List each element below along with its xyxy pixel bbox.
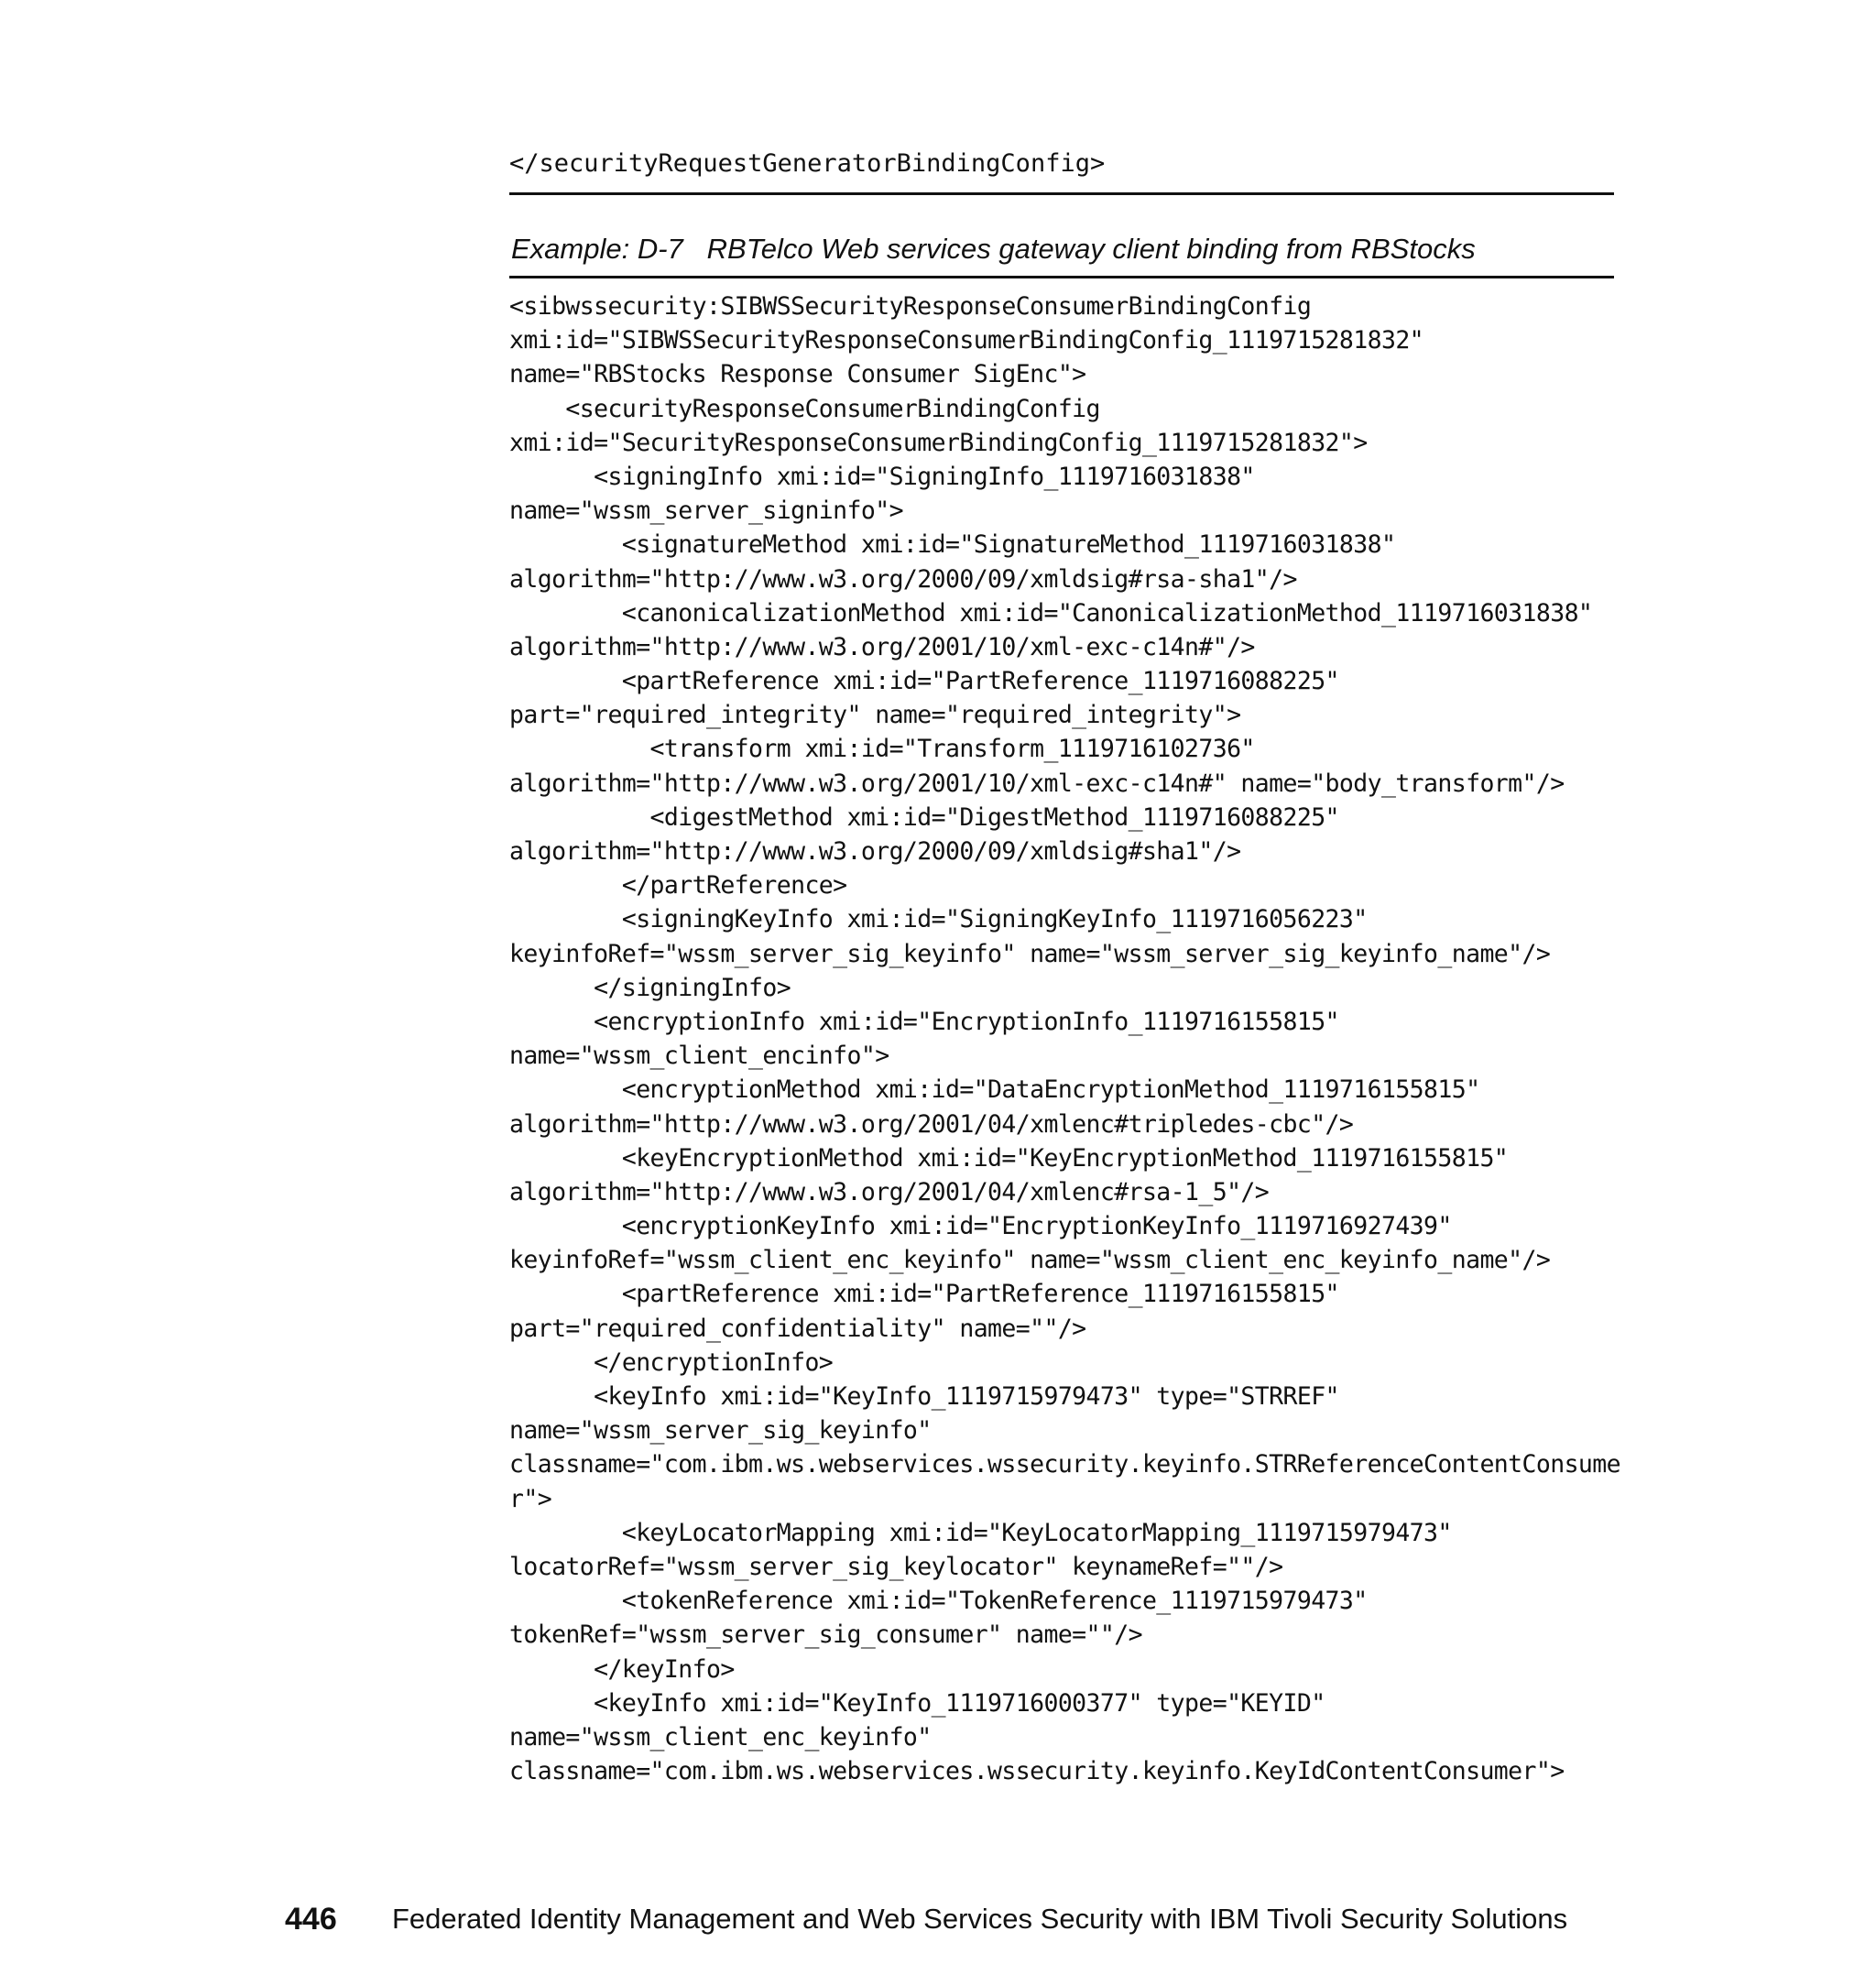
code-line: algorithm="http://www.w3.org/2001/10/xml-exc-c14n#"/> xyxy=(509,632,1255,661)
code-line: <encryptionKeyInfo xmi:id="EncryptionKeyInfo_1119716927439" xyxy=(509,1212,1452,1241)
code-line: <canonicalizationMethod xmi:id="CanonicalizationMethod_1119716031838" xyxy=(509,598,1593,627)
code-line: classname="com.ibm.ws.webservices.wssecurity.keyinfo.STRReferenceContentConsume xyxy=(509,1450,1620,1479)
code-line: keyinfoRef="wssm_client_enc_keyinfo" name="wssm_client_enc_keyinfo_name"/> xyxy=(509,1246,1551,1275)
code-line: part="required_confidentiality" name=""/> xyxy=(509,1314,1086,1343)
code-line: algorithm="http://www.w3.org/2001/04/xmlenc#tripledes-cbc"/> xyxy=(509,1109,1354,1139)
code-line: <signingInfo xmi:id="SigningInfo_1119716031838" xyxy=(509,462,1255,491)
code-line: <transform xmi:id="Transform_1119716102736" xyxy=(509,735,1255,764)
previous-example-closing-tag: </securityRequestGeneratorBindingConfig> xyxy=(509,149,1106,178)
code-line: algorithm="http://www.w3.org/2000/09/xmldsig#rsa-sha1"/> xyxy=(509,564,1297,594)
code-line: <digestMethod xmi:id="DigestMethod_1119716088225" xyxy=(509,802,1339,832)
code-line: name="wssm_server_signinfo"> xyxy=(509,496,903,526)
code-line: <encryptionInfo xmi:id="EncryptionInfo_1119716155815" xyxy=(509,1007,1339,1036)
code-line: algorithm="http://www.w3.org/2001/04/xmlenc#rsa-1_5"/> xyxy=(509,1177,1270,1206)
code-line: name="RBStocks Response Consumer SigEnc"> xyxy=(509,360,1086,389)
example-caption: Example: D-7 RBTelco Web services gateway client binding from RBStocks xyxy=(511,233,1476,265)
code-line: locatorRef="wssm_server_sig_keylocator" keynameRef=""/> xyxy=(509,1552,1283,1581)
code-line: <signingKeyInfo xmi:id="SigningKeyInfo_1119716056223" xyxy=(509,905,1368,934)
code-line: algorithm="http://www.w3.org/2000/09/xmldsig#sha1"/> xyxy=(509,837,1241,866)
code-line: part="required_integrity" name="required_integrity"> xyxy=(509,701,1241,730)
code-line: name="wssm_client_enc_keyinfo" xyxy=(509,1722,932,1751)
code-line: <keyEncryptionMethod xmi:id="KeyEncryptionMethod_1119716155815" xyxy=(509,1143,1509,1173)
code-line: tokenRef="wssm_server_sig_consumer" name=""/> xyxy=(509,1620,1142,1650)
code-line: <securityResponseConsumerBindingConfig xyxy=(509,394,1100,423)
code-line: xmi:id="SecurityResponseConsumerBindingConfig_1119715281832"> xyxy=(509,428,1368,457)
code-line: </encryptionInfo> xyxy=(509,1348,834,1377)
code-line: </signingInfo> xyxy=(509,973,791,1002)
book-title: Federated Identity Management and Web Services Security with IBM Tivoli Security Solutions xyxy=(392,1903,1568,1935)
code-line: <encryptionMethod xmi:id="DataEncryptionMethod_1119716155815" xyxy=(509,1075,1480,1105)
caption-top-rule xyxy=(509,192,1614,195)
code-line: <keyLocatorMapping xmi:id="KeyLocatorMapping_1119715979473" xyxy=(509,1518,1452,1547)
code-line: </keyInfo> xyxy=(509,1654,735,1684)
code-line: <keyInfo xmi:id="KeyInfo_1119715979473" type="STRREF" xyxy=(509,1382,1339,1411)
code-line: r"> xyxy=(509,1484,552,1513)
code-listing xyxy=(509,289,1620,1788)
code-line: algorithm="http://www.w3.org/2001/10/xml-exc-c14n#" name="body_transform"/> xyxy=(509,769,1565,798)
code-line: </partReference> xyxy=(509,871,847,900)
code-line: <partReference xmi:id="PartReference_1119716155815" xyxy=(509,1280,1339,1309)
code-line: <tokenReference xmi:id="TokenReference_1119715979473" xyxy=(509,1587,1368,1616)
code-line: <signatureMethod xmi:id="SignatureMethod_1119716031838" xyxy=(509,530,1396,560)
code-line: name="wssm_client_encinfo"> xyxy=(509,1042,889,1071)
caption-bottom-rule xyxy=(509,276,1614,278)
code-line: xmi:id="SIBWSSecurityResponseConsumerBindingConfig_1119715281832" xyxy=(509,326,1424,355)
page-number: 446 xyxy=(285,1902,337,1937)
code-line: <sibwssecurity:SIBWSSecurityResponseConsumerBindingConfig xyxy=(509,292,1312,321)
code-line: classname="com.ibm.ws.webservices.wssecurity.keyinfo.KeyIdContentConsumer"> xyxy=(509,1757,1565,1786)
code-line: <keyInfo xmi:id="KeyInfo_1119716000377" type="KEYID" xyxy=(509,1688,1325,1718)
code-line: keyinfoRef="wssm_server_sig_keyinfo" name="wssm_server_sig_keyinfo_name"/> xyxy=(509,939,1551,968)
code-line: name="wssm_server_sig_keyinfo" xyxy=(509,1416,932,1446)
code-line: <partReference xmi:id="PartReference_1119716088225" xyxy=(509,667,1339,696)
